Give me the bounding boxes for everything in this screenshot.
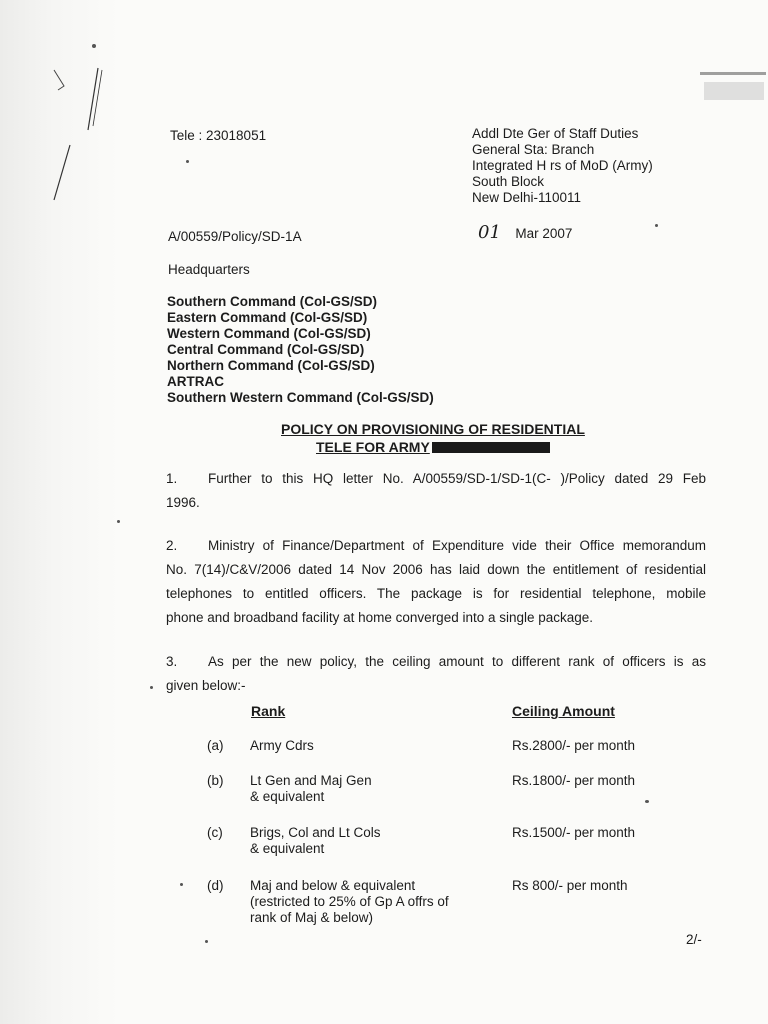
table-row-rank bbox=[250, 773, 372, 805]
paragraph-number: 1. bbox=[166, 471, 178, 486]
addressee-line: Western Command (Col-GS/SD) bbox=[167, 326, 371, 341]
addressee-list bbox=[167, 294, 434, 406]
subject-line-2-text: TELE FOR ARMY bbox=[316, 439, 430, 455]
subject-line-1: POLICY ON PROVISIONING OF RESIDENTIAL bbox=[281, 421, 585, 437]
issuing-office-address bbox=[472, 126, 653, 206]
scan-speck bbox=[150, 686, 153, 689]
office-line: South Block bbox=[472, 174, 545, 189]
table-row-index: (b) bbox=[207, 773, 224, 788]
scan-speck bbox=[186, 160, 189, 163]
scan-artifact-marks bbox=[40, 40, 120, 230]
paragraph-line: telephones to entitled officers. The package is for residential telephone, mobile bbox=[166, 586, 706, 601]
paragraph-3 bbox=[166, 650, 706, 698]
scan-speck bbox=[180, 883, 183, 886]
rank-line: (restricted to 25% of Gp A offrs of bbox=[250, 894, 449, 909]
scan-speck bbox=[205, 940, 208, 943]
table-row-index: (a) bbox=[207, 738, 224, 753]
addressee-line: ARTRAC bbox=[167, 374, 224, 389]
office-line: Addl Dte Ger of Staff Duties bbox=[472, 126, 639, 141]
table-header-ceiling-amount: Ceiling Amount bbox=[512, 703, 615, 719]
date-day-handwritten: 01 bbox=[478, 222, 501, 243]
addressee-line: Southern Command (Col-GS/SD) bbox=[167, 294, 377, 309]
paragraph-line: As per the new policy, the ceiling amount to different rank of officers is as bbox=[208, 654, 706, 669]
scan-edge-mark bbox=[700, 72, 766, 75]
rank-line: & equivalent bbox=[250, 841, 325, 856]
paragraph-line: 1996. bbox=[166, 495, 200, 510]
paragraph-1 bbox=[166, 467, 706, 515]
addressee-line: Southern Western Command (Col-GS/SD) bbox=[167, 390, 434, 405]
letter-date bbox=[478, 222, 572, 243]
paragraph-line: given below:- bbox=[166, 678, 246, 693]
table-row-amount: Rs.1500/- per month bbox=[512, 825, 636, 840]
office-line: New Delhi-110011 bbox=[472, 190, 582, 205]
table-row-rank bbox=[250, 825, 381, 857]
rank-line: & equivalent bbox=[250, 789, 325, 804]
addressee-line: Northern Command (Col-GS/SD) bbox=[167, 358, 375, 373]
paragraph-line: Further to this HQ letter No. A/00559/SD-1/SD-1(C- )/Policy dated 29 Feb bbox=[208, 471, 706, 486]
paragraph-2 bbox=[166, 534, 706, 630]
date-month-year: Mar 2007 bbox=[515, 226, 573, 241]
addressee-line: Central Command (Col-GS/SD) bbox=[167, 342, 365, 357]
redaction-mark bbox=[432, 442, 550, 453]
office-line: General Sta: Branch bbox=[472, 142, 595, 157]
scan-edge-mark bbox=[704, 82, 764, 100]
office-line: Integrated H rs of MoD (Army) bbox=[472, 158, 653, 173]
paragraph-number: 3. bbox=[166, 654, 178, 669]
rank-line: rank of Maj & below) bbox=[250, 910, 374, 925]
paragraph-line: phone and broadband facility at home converged into a single package. bbox=[166, 610, 594, 625]
reference-number: A/00559/Policy/SD-1A bbox=[168, 229, 302, 244]
addressee-heading: Headquarters bbox=[168, 262, 250, 277]
paragraph-number: 2. bbox=[166, 538, 178, 553]
paragraph-line: No. 7(14)/C&V/2006 dated 14 Nov 2006 has laid down the entitlement of residential bbox=[166, 562, 706, 577]
table-header-rank: Rank bbox=[251, 703, 286, 719]
subject-line-2 bbox=[316, 439, 550, 455]
rank-line: Lt Gen and Maj Gen bbox=[250, 773, 372, 788]
rank-line: Maj and below & equivalent bbox=[250, 878, 416, 893]
scan-speck bbox=[117, 520, 120, 523]
telephone-number: Tele : 23018051 bbox=[170, 128, 267, 143]
table-row-rank: Army Cdrs bbox=[250, 738, 314, 753]
rank-line: Brigs, Col and Lt Cols bbox=[250, 825, 381, 840]
scan-speck bbox=[92, 44, 96, 48]
continuation-page-marker: 2/- bbox=[686, 932, 702, 947]
table-row-amount: Rs 800/- per month bbox=[512, 878, 628, 893]
table-row-rank bbox=[250, 878, 449, 926]
paragraph-line: Ministry of Finance/Department of Expenditure vide their Office memorandum bbox=[208, 538, 706, 553]
addressee-line: Eastern Command (Col-GS/SD) bbox=[167, 310, 368, 325]
table-row-index: (c) bbox=[207, 825, 223, 840]
table-row-amount: Rs.2800/- per month bbox=[512, 738, 636, 753]
scan-speck bbox=[645, 800, 649, 803]
table-row-index: (d) bbox=[207, 878, 224, 893]
scan-speck bbox=[655, 224, 658, 227]
table-row-amount: Rs.1800/- per month bbox=[512, 773, 636, 788]
